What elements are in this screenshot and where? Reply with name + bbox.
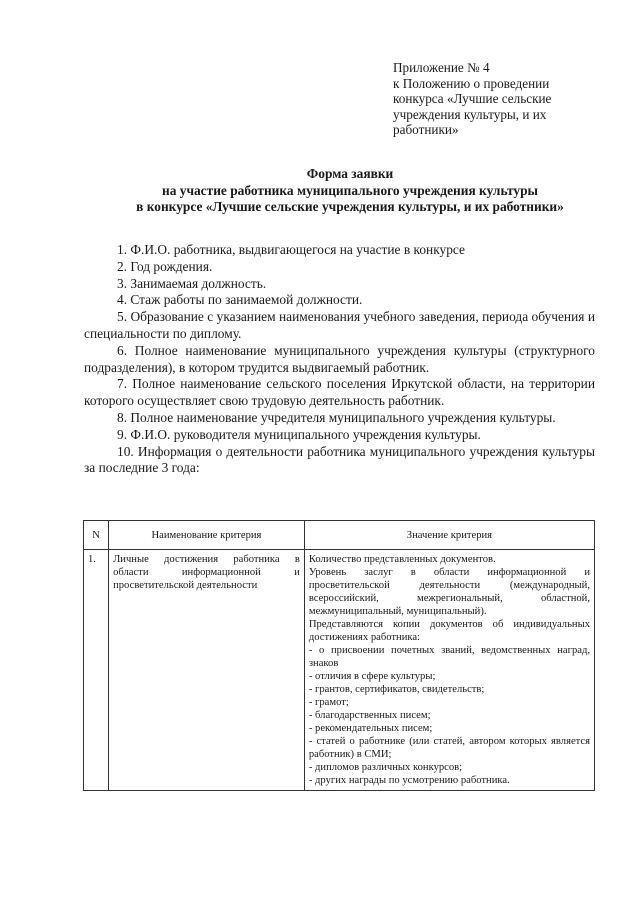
- list-item: [84, 444, 595, 478]
- list-item: [84, 410, 595, 427]
- value-line: Представляются копии документов об индивидуальных достижениях работника:: [308, 619, 590, 643]
- list-item: [84, 343, 595, 377]
- list-item-text: 6. Полное наименование муниципального учреждения культуры (структурного подразделения), в котором трудится выдвигаемый работник.: [84, 342, 595, 375]
- form-title: [90, 166, 610, 216]
- list-item-text: 7. Полное наименование сельского поселения Иркутской области, на территории которого осуществляет свою трудовую деятельность работник.: [84, 376, 595, 409]
- table-header-row: [84, 521, 595, 550]
- value-line: - благодарственных писем;: [308, 710, 431, 721]
- criteria-table: [83, 520, 595, 791]
- row-number: 1.: [84, 550, 109, 791]
- column-header-criterion: Наименование критерия: [109, 521, 305, 550]
- appendix-line: Приложение № 4: [393, 60, 490, 75]
- list-item: 1. Ф.И.О. работника, выдвигающегося на участие в конкурсе: [117, 242, 465, 257]
- value-line: Уровень заслуг в области информационной и просветительской деятельности (международный, всероссийский, межрегиональный, областной, межмуниципальный, муниципальный).: [308, 567, 590, 617]
- table-row: [84, 550, 595, 791]
- list-item: 9. Ф.И.О. руководителя муниципального учреждения культуры.: [117, 426, 481, 442]
- criterion-value: [304, 550, 594, 791]
- appendix-line: учреждения культуры, и их: [393, 106, 547, 122]
- value-line: - статей о работнике (или статей, автором которых является работник) в СМИ;: [308, 736, 590, 760]
- list-item: 4. Стаж работы по занимаемой должности.: [117, 292, 363, 308]
- appendix-note: [393, 60, 603, 138]
- list-item: 2. Год рождения.: [117, 258, 213, 274]
- column-header-value: Значение критерия: [304, 521, 594, 550]
- list-item: [84, 376, 595, 410]
- appendix-line: конкурса «Лучшие сельские: [393, 91, 552, 107]
- value-line: - отличия в сфере культуры;: [308, 671, 436, 682]
- title-line: на участие работника муниципального учреждения культуры: [161, 182, 539, 198]
- appendix-line: работники»: [393, 122, 459, 138]
- application-items: [84, 242, 595, 477]
- title-line: в конкурсе «Лучшие сельские учреждения культуры, и их работники»: [136, 199, 564, 214]
- value-line: - грантов, сертификатов, свидетельств;: [308, 684, 485, 695]
- value-line: - других награды по усмотрению работника.: [308, 775, 510, 786]
- appendix-line: к Положению о проведении: [393, 75, 550, 91]
- column-header-number: N: [84, 521, 109, 550]
- list-item-text: 10. Информация о деятельности работника муниципального учреждения культуры за последние 3 года:: [84, 443, 595, 476]
- list-item-text: 8. Полное наименование учредителя муниципального учреждения культуры.: [117, 409, 556, 425]
- criterion-name: Личные достижения работника в области информационной и просветительской деятельности: [109, 550, 305, 791]
- title-line: Форма заявки: [306, 166, 394, 181]
- list-item: 3. Занимаемая должность.: [117, 275, 267, 291]
- value-line: Количество представленных документов.: [308, 554, 496, 565]
- list-item: [84, 309, 595, 343]
- value-line: - дипломов различных конкурсов;: [308, 762, 463, 773]
- list-item-text: 5. Образование с указанием наименования учебного заведения, периода обучения и специальности по диплому.: [84, 309, 595, 341]
- value-line: - о присвоении почетных званий, ведомственных наград, знаков: [308, 645, 590, 669]
- value-line: - рекомендательных писем;: [308, 723, 433, 734]
- value-line: - грамот;: [308, 697, 349, 708]
